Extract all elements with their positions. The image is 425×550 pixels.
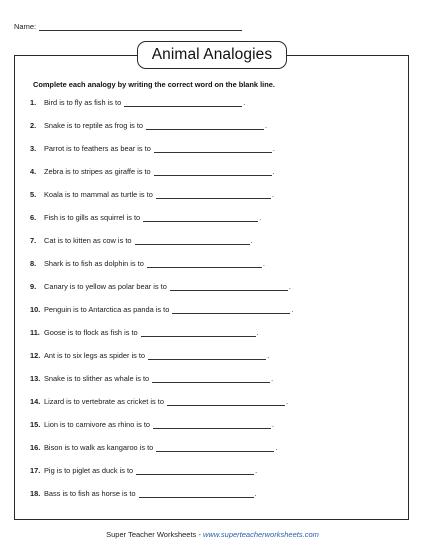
item-number: 13. <box>30 374 41 383</box>
answer-blank-line[interactable] <box>154 144 272 153</box>
name-row <box>14 22 242 31</box>
answer-blank-line[interactable] <box>167 397 285 406</box>
item-period: . <box>272 167 275 176</box>
item-period: . <box>275 443 278 452</box>
answer-blank-line[interactable] <box>148 351 266 360</box>
item-period: . <box>254 489 257 498</box>
item-period: . <box>243 98 246 107</box>
item-number: 4. <box>30 167 37 176</box>
item-number: 8. <box>30 259 37 268</box>
name-label: Name: <box>14 22 37 31</box>
analogy-item <box>30 236 293 259</box>
title-box <box>137 41 287 69</box>
analogy-item <box>30 420 293 443</box>
item-period: . <box>272 144 275 153</box>
analogy-item <box>30 121 293 144</box>
footer-url[interactable]: www.superteacherworksheets.com <box>202 530 319 539</box>
item-number: 18. <box>30 489 41 498</box>
item-number: 5. <box>30 190 37 199</box>
item-number: 12. <box>30 351 41 360</box>
answer-blank-line[interactable] <box>141 328 256 337</box>
answer-blank-line[interactable] <box>147 259 262 268</box>
item-number: 15. <box>30 420 41 429</box>
item-number: 3. <box>30 144 37 153</box>
analogy-item <box>30 144 293 167</box>
item-text: Ant is to six legs as spider is to <box>44 351 146 360</box>
answer-blank-line[interactable] <box>143 213 258 222</box>
footer <box>0 530 425 539</box>
answer-blank-line[interactable] <box>124 98 242 107</box>
page-title: Animal Analogies <box>151 46 273 63</box>
answer-blank-line[interactable] <box>139 489 254 498</box>
analogy-item <box>30 443 293 466</box>
analogy-item <box>30 397 293 420</box>
answer-blank-line[interactable] <box>135 236 250 245</box>
item-text: Fish is to gills as squirrel is to <box>44 213 141 222</box>
item-period: . <box>288 282 291 291</box>
item-text: Lion is to carnivore as rhino is to <box>44 420 150 429</box>
item-number: 1. <box>30 98 37 107</box>
item-period: . <box>255 466 258 475</box>
item-text: Zebra is to stripes as giraffe is to <box>44 167 151 176</box>
analogy-item <box>30 167 293 190</box>
footer-brand: Super Teacher Worksheets <box>106 530 197 539</box>
item-text: Penguin is to Antarctica as panda is to <box>44 305 170 314</box>
answer-blank-line[interactable] <box>154 167 272 176</box>
item-period: . <box>265 121 268 130</box>
analogy-item <box>30 259 293 282</box>
answer-blank-line[interactable] <box>152 374 270 383</box>
answer-blank-line[interactable] <box>136 466 254 475</box>
item-period: . <box>291 305 294 314</box>
item-number: 17. <box>30 466 41 475</box>
name-blank-line[interactable] <box>39 22 242 31</box>
item-text: Canary is to yellow as polar bear is to <box>44 282 167 291</box>
analogy-list <box>30 98 293 512</box>
analogy-item <box>30 190 293 213</box>
item-text: Bison is to walk as kangaroo is to <box>44 443 154 452</box>
item-text: Shark is to fish as dolphin is to <box>44 259 144 268</box>
item-period: . <box>250 236 253 245</box>
item-period: . <box>271 374 274 383</box>
item-number: 10. <box>30 305 41 314</box>
analogy-item <box>30 351 293 374</box>
item-text: Koala is to mammal as turtle is to <box>44 190 153 199</box>
item-period: . <box>271 190 274 199</box>
item-number: 2. <box>30 121 37 130</box>
item-text: Snake is to slither as whale is to <box>44 374 150 383</box>
item-number: 16. <box>30 443 41 452</box>
item-number: 14. <box>30 397 41 406</box>
answer-blank-line[interactable] <box>170 282 288 291</box>
analogy-item <box>30 98 293 121</box>
analogy-item <box>30 374 293 397</box>
item-number: 11. <box>30 328 40 337</box>
item-period: . <box>267 351 270 360</box>
item-period: . <box>271 420 275 429</box>
analogy-item <box>30 328 293 351</box>
answer-blank-line[interactable] <box>156 443 274 452</box>
item-text: Cat is to kitten as cow is to <box>44 236 132 245</box>
item-period: . <box>262 259 265 268</box>
item-number: 7. <box>30 236 37 245</box>
footer-separator: - <box>196 530 203 539</box>
answer-blank-line[interactable] <box>156 190 271 199</box>
item-text: Snake is to reptile as frog is to <box>44 121 144 130</box>
item-period: . <box>285 397 289 406</box>
answer-blank-line[interactable] <box>172 305 290 314</box>
item-text: Goose is to flock as fish is to <box>44 328 138 337</box>
item-number: 6. <box>30 213 37 222</box>
item-text: Bass is to fish as horse is to <box>44 489 136 498</box>
item-text: Pig is to piglet as duck is to <box>44 466 134 475</box>
item-text: Parrot is to feathers as bear is to <box>44 144 151 153</box>
item-text: Bird is to fly as fish is to <box>44 98 122 107</box>
analogy-item <box>30 466 293 489</box>
analogy-item <box>30 305 293 328</box>
item-period: . <box>256 328 259 337</box>
answer-blank-line[interactable] <box>146 121 264 130</box>
analogy-item <box>30 213 293 236</box>
instructions: Complete each analogy by writing the correct word on the blank line. <box>33 80 275 89</box>
item-text: Lizard is to vertebrate as cricket is to <box>44 397 164 406</box>
item-number: 9. <box>30 282 37 291</box>
analogy-item <box>30 282 293 305</box>
analogy-item <box>30 489 293 512</box>
answer-blank-line[interactable] <box>153 420 271 429</box>
item-period: . <box>259 213 262 222</box>
